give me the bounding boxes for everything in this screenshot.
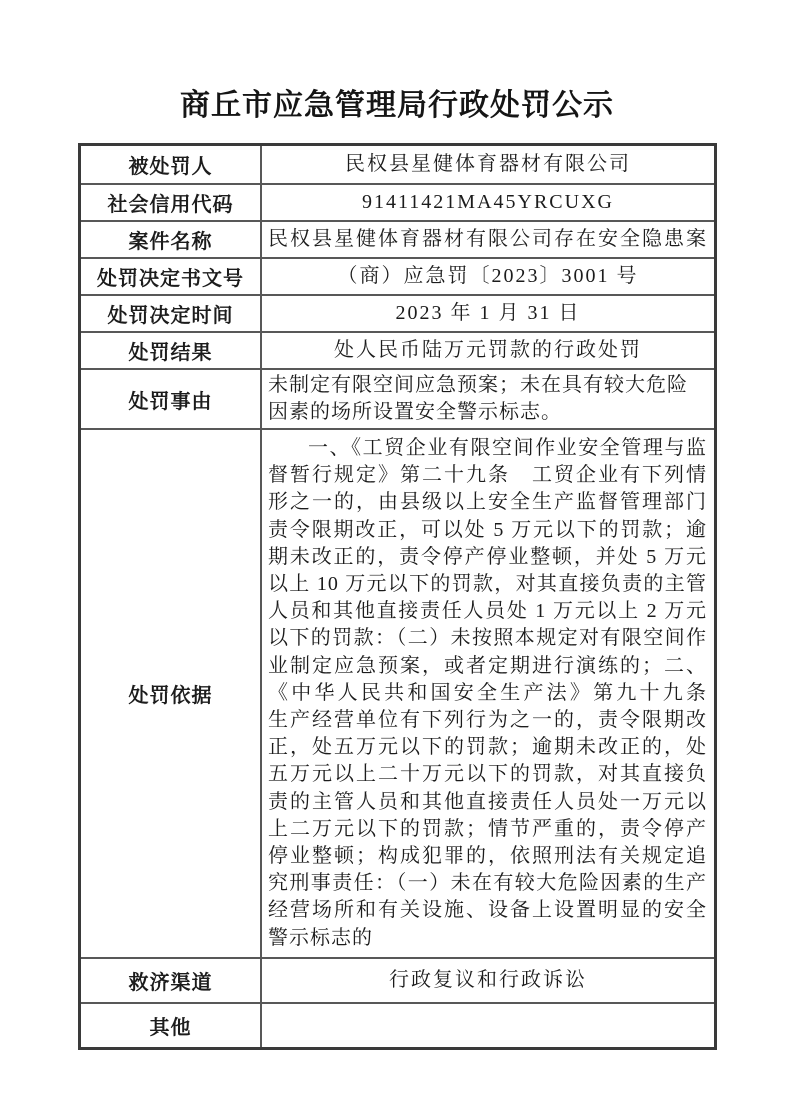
row-label: 处罚依据 <box>81 430 262 957</box>
row-value: 2023 年 1 月 31 日 <box>395 302 581 324</box>
row-value: 民权县星健体育器材有限公司 <box>345 153 631 175</box>
table-row-penalty-basis <box>81 428 728 957</box>
table-row-penalty-result <box>81 331 714 368</box>
row-value: 行政复议和行政诉讼 <box>389 968 587 991</box>
row-label: 处罚决定书文号 <box>81 259 262 294</box>
row-value: 91411421MA45YRCUXG <box>362 191 614 213</box>
table-row-case-name <box>81 220 714 257</box>
table-row-penalized-party <box>81 146 714 183</box>
table-row-penalty-reason <box>81 368 714 428</box>
table-row-other <box>81 1002 714 1047</box>
row-value: 一、《工贸企业有限空间作业安全管理与监督暂行规定》第二十九条 工贸企业有下列情形之一的，由县级以上安全生产监督管理部门责令限期改正，可以处 5 万元以下的罚款；逾期未改正的，责令停产停业整顿，并处 5 万元以上 10 万元以下的罚款，对其直接负责的主管人员和其他直接责任人员处 1 万元以上 2 万元以下的罚款：（二）未按照本规定对有限空间作业制定应急预案，或者定期进行演练的；二、《中华人民共和国安全生产法》第九十九条 生产经营单位有下列行为之一的，责令限期改正，处五万元以下的罚款；逾期未改正的，处五万元以上二十万元以下的罚款，对其直接负责的主管人员和其他直接责任人员处一万元以上二万元以下的罚款；情节严重的，责令停产停业整顿；构成犯罪的，依照刑法有关规定追究刑事责任：（一）未在有较大危险因素的生产经营场所和有关设施、设备上设置明显的安全警示标志的 <box>268 437 728 949</box>
row-label: 处罚事由 <box>81 370 262 428</box>
row-value <box>262 1004 714 1047</box>
table-row-decision-number <box>81 257 714 294</box>
row-value: 民权县星健体育器材有限公司存在安全隐患案 <box>268 228 708 250</box>
row-label: 案件名称 <box>81 222 262 257</box>
row-label: 社会信用代码 <box>81 185 262 220</box>
row-label: 被处罚人 <box>81 146 262 183</box>
penalty-table <box>78 143 728 1050</box>
row-label: 救济渠道 <box>81 959 262 1002</box>
document-title: 商丘市应急管理局行政处罚公示 <box>180 89 614 122</box>
row-label: 处罚决定时间 <box>81 296 262 331</box>
table-row-credit-code <box>81 183 714 220</box>
table-row-remedy-channel <box>81 957 714 1002</box>
row-label: 处罚结果 <box>81 333 262 368</box>
table-row-decision-date <box>81 294 714 331</box>
row-value: 未制定有限空间应急预案；未在具有较大危险因素的场所设置安全警示标志。 <box>268 374 688 423</box>
row-value: （商）应急罚〔2023〕3001 号 <box>337 265 639 287</box>
row-value: 处人民币陆万元罚款的行政处罚 <box>334 339 642 361</box>
row-label: 其他 <box>81 1004 262 1047</box>
